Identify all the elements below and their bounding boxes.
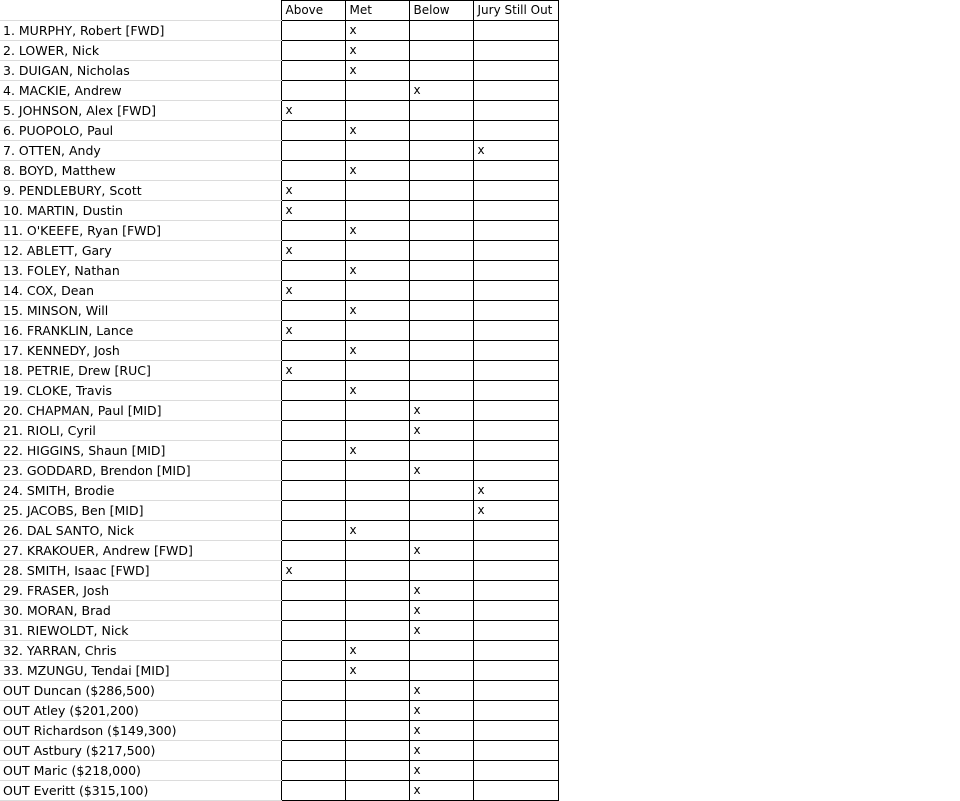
rating-cell-above[interactable] <box>281 161 345 181</box>
rating-cell-met[interactable] <box>345 101 409 121</box>
rating-cell-below[interactable] <box>409 41 473 61</box>
header-row <box>0 1 558 21</box>
rating-cell-met[interactable] <box>345 241 409 261</box>
rating-cell-jury-still-out[interactable] <box>473 101 558 121</box>
rating-cell-met[interactable]: x <box>345 41 409 61</box>
table-row <box>0 241 558 261</box>
player-name-cell[interactable]: 6. PUOPOLO, Paul <box>0 121 281 141</box>
rating-cell-jury-still-out[interactable] <box>473 561 558 581</box>
rating-cell-above[interactable] <box>281 441 345 461</box>
rating-cell-met[interactable]: x <box>345 261 409 281</box>
rating-cell-met[interactable] <box>345 541 409 561</box>
rating-cell-jury-still-out[interactable] <box>473 401 558 421</box>
table-row <box>0 781 558 801</box>
rating-cell-below[interactable]: x <box>409 401 473 421</box>
rating-cell-below[interactable] <box>409 181 473 201</box>
header-above[interactable]: Above <box>281 1 345 21</box>
rating-cell-above[interactable] <box>281 701 345 721</box>
rating-cell-jury-still-out[interactable] <box>473 241 558 261</box>
rating-cell-met[interactable] <box>345 361 409 381</box>
rating-cell-above[interactable] <box>281 741 345 761</box>
rating-cell-below[interactable]: x <box>409 681 473 701</box>
rating-cell-below[interactable] <box>409 481 473 501</box>
player-name-cell[interactable]: OUT Richardson ($149,300) <box>0 721 281 741</box>
rating-cell-below[interactable]: x <box>409 81 473 101</box>
player-name-cell[interactable]: OUT Duncan ($286,500) <box>0 681 281 701</box>
rating-cell-above[interactable] <box>281 461 345 481</box>
rating-cell-jury-still-out[interactable] <box>473 301 558 321</box>
rating-cell-jury-still-out[interactable] <box>473 621 558 641</box>
table-row <box>0 181 558 201</box>
table-row <box>0 361 558 381</box>
rating-cell-met[interactable]: x <box>345 21 409 41</box>
player-name-cell[interactable]: 2. LOWER, Nick <box>0 41 281 61</box>
table-row <box>0 561 558 581</box>
table-row <box>0 441 558 461</box>
rating-cell-met[interactable] <box>345 781 409 801</box>
rating-cell-below[interactable]: x <box>409 581 473 601</box>
table-row <box>0 81 558 101</box>
rating-cell-met[interactable] <box>345 461 409 481</box>
rating-cell-jury-still-out[interactable] <box>473 361 558 381</box>
rating-cell-above[interactable] <box>281 501 345 521</box>
rating-cell-met[interactable] <box>345 621 409 641</box>
rating-cell-jury-still-out[interactable] <box>473 201 558 221</box>
player-name-cell[interactable]: 14. COX, Dean <box>0 281 281 301</box>
rating-cell-below[interactable] <box>409 281 473 301</box>
rating-cell-jury-still-out[interactable] <box>473 721 558 741</box>
rating-cell-met[interactable]: x <box>345 441 409 461</box>
rating-cell-above[interactable] <box>281 341 345 361</box>
rating-cell-jury-still-out[interactable] <box>473 661 558 681</box>
table-row <box>0 661 558 681</box>
rating-cell-above[interactable] <box>281 421 345 441</box>
player-name-cell[interactable]: 17. KENNEDY, Josh <box>0 341 281 361</box>
player-name-cell[interactable]: OUT Everitt ($315,100) <box>0 781 281 801</box>
player-name-cell[interactable]: 32. YARRAN, Chris <box>0 641 281 661</box>
rating-cell-jury-still-out[interactable] <box>473 261 558 281</box>
rating-cell-jury-still-out[interactable] <box>473 41 558 61</box>
rating-cell-above[interactable]: x <box>281 101 345 121</box>
rating-cell-met[interactable]: x <box>345 61 409 81</box>
header-met[interactable]: Met <box>345 1 409 21</box>
rating-cell-jury-still-out[interactable] <box>473 81 558 101</box>
header-below[interactable]: Below <box>409 1 473 21</box>
rating-cell-below[interactable] <box>409 501 473 521</box>
table-row <box>0 321 558 341</box>
rating-cell-above[interactable] <box>281 481 345 501</box>
player-name-cell[interactable]: 12. ABLETT, Gary <box>0 241 281 261</box>
rating-cell-below[interactable]: x <box>409 461 473 481</box>
player-name-cell[interactable]: 3. DUIGAN, Nicholas <box>0 61 281 81</box>
rating-cell-jury-still-out[interactable] <box>473 341 558 361</box>
player-name-cell[interactable]: 19. CLOKE, Travis <box>0 381 281 401</box>
player-name-cell[interactable]: OUT Maric ($218,000) <box>0 761 281 781</box>
player-name-cell[interactable]: OUT Atley ($201,200) <box>0 701 281 721</box>
player-name-cell[interactable]: 25. JACOBS, Ben [MID] <box>0 501 281 521</box>
rating-cell-jury-still-out[interactable] <box>473 161 558 181</box>
player-name-cell[interactable]: 10. MARTIN, Dustin <box>0 201 281 221</box>
rating-cell-above[interactable] <box>281 661 345 681</box>
rating-cell-met[interactable] <box>345 701 409 721</box>
player-name-cell[interactable]: 22. HIGGINS, Shaun [MID] <box>0 441 281 461</box>
rating-cell-jury-still-out[interactable] <box>473 581 558 601</box>
rating-cell-jury-still-out[interactable] <box>473 641 558 661</box>
rating-cell-met[interactable]: x <box>345 221 409 241</box>
rating-cell-below[interactable] <box>409 321 473 341</box>
rating-cell-below[interactable] <box>409 161 473 181</box>
player-name-cell[interactable]: 1. MURPHY, Robert [FWD] <box>0 21 281 41</box>
table-row <box>0 221 558 241</box>
table-row <box>0 101 558 121</box>
table-row <box>0 681 558 701</box>
rating-cell-met[interactable]: x <box>345 381 409 401</box>
rating-cell-above[interactable] <box>281 541 345 561</box>
rating-cell-met[interactable] <box>345 681 409 701</box>
rating-cell-above[interactable] <box>281 721 345 741</box>
rating-cell-below[interactable] <box>409 61 473 81</box>
rating-cell-below[interactable]: x <box>409 741 473 761</box>
rating-cell-above[interactable] <box>281 601 345 621</box>
player-name-cell[interactable]: 8. BOYD, Matthew <box>0 161 281 181</box>
rating-cell-above[interactable]: x <box>281 181 345 201</box>
table-row <box>0 121 558 141</box>
rating-cell-jury-still-out[interactable] <box>473 461 558 481</box>
rating-cell-above[interactable]: x <box>281 201 345 221</box>
rating-cell-above[interactable] <box>281 61 345 81</box>
rating-cell-below[interactable] <box>409 641 473 661</box>
rating-cell-above[interactable] <box>281 301 345 321</box>
rating-cell-above[interactable] <box>281 381 345 401</box>
rating-cell-jury-still-out[interactable] <box>473 701 558 721</box>
rating-cell-jury-still-out[interactable] <box>473 121 558 141</box>
rating-cell-above[interactable] <box>281 781 345 801</box>
rating-cell-below[interactable]: x <box>409 421 473 441</box>
rating-cell-met[interactable]: x <box>345 121 409 141</box>
player-name-cell[interactable]: 13. FOLEY, Nathan <box>0 261 281 281</box>
rating-cell-above[interactable] <box>281 681 345 701</box>
player-name-cell[interactable]: 24. SMITH, Brodie <box>0 481 281 501</box>
rating-cell-jury-still-out[interactable] <box>473 741 558 761</box>
rating-cell-below[interactable] <box>409 561 473 581</box>
rating-cell-above[interactable]: x <box>281 241 345 261</box>
rating-cell-below[interactable]: x <box>409 601 473 621</box>
rating-cell-jury-still-out[interactable] <box>473 761 558 781</box>
rating-cell-met[interactable] <box>345 401 409 421</box>
header-jury-still-out[interactable]: Jury Still Out <box>473 1 558 21</box>
rating-cell-above[interactable] <box>281 81 345 101</box>
player-name-cell[interactable]: 23. GODDARD, Brendon [MID] <box>0 461 281 481</box>
rating-cell-jury-still-out[interactable]: x <box>473 481 558 501</box>
rating-cell-above[interactable] <box>281 141 345 161</box>
rating-cell-below[interactable] <box>409 141 473 161</box>
player-name-cell[interactable]: 28. SMITH, Isaac [FWD] <box>0 561 281 581</box>
rating-cell-above[interactable] <box>281 121 345 141</box>
rating-cell-below[interactable]: x <box>409 621 473 641</box>
table-row <box>0 701 558 721</box>
player-name-cell[interactable]: 20. CHAPMAN, Paul [MID] <box>0 401 281 421</box>
rating-cell-met[interactable]: x <box>345 641 409 661</box>
rating-cell-below[interactable]: x <box>409 721 473 741</box>
rating-cell-below[interactable] <box>409 661 473 681</box>
rating-cell-jury-still-out[interactable]: x <box>473 141 558 161</box>
rating-cell-jury-still-out[interactable] <box>473 781 558 801</box>
rating-cell-met[interactable]: x <box>345 301 409 321</box>
rating-cell-below[interactable] <box>409 121 473 141</box>
table-row <box>0 201 558 221</box>
rating-cell-above[interactable]: x <box>281 281 345 301</box>
table-row <box>0 541 558 561</box>
rating-cell-below[interactable] <box>409 441 473 461</box>
rating-cell-below[interactable] <box>409 241 473 261</box>
table-row <box>0 341 558 361</box>
table-row <box>0 761 558 781</box>
rating-cell-below[interactable] <box>409 521 473 541</box>
rating-cell-above[interactable]: x <box>281 321 345 341</box>
rating-cell-met[interactable] <box>345 601 409 621</box>
rating-cell-met[interactable]: x <box>345 521 409 541</box>
rating-cell-jury-still-out[interactable] <box>473 281 558 301</box>
player-name-cell[interactable]: 16. FRANKLIN, Lance <box>0 321 281 341</box>
player-name-cell[interactable]: 18. PETRIE, Drew [RUC] <box>0 361 281 381</box>
player-name-cell[interactable]: 11. O'KEEFE, Ryan [FWD] <box>0 221 281 241</box>
rating-cell-met[interactable]: x <box>345 341 409 361</box>
table-row <box>0 161 558 181</box>
rating-cell-met[interactable] <box>345 481 409 501</box>
rating-cell-above[interactable] <box>281 41 345 61</box>
table-row <box>0 641 558 661</box>
rating-cell-above[interactable] <box>281 621 345 641</box>
header-name-cell[interactable] <box>0 1 281 21</box>
rating-cell-jury-still-out[interactable] <box>473 441 558 461</box>
rating-cell-above[interactable] <box>281 401 345 421</box>
table-row <box>0 621 558 641</box>
player-name-cell[interactable]: 27. KRAKOUER, Andrew [FWD] <box>0 541 281 561</box>
rating-cell-below[interactable] <box>409 201 473 221</box>
rating-cell-above[interactable] <box>281 21 345 41</box>
rating-cell-below[interactable] <box>409 261 473 281</box>
rating-cell-below[interactable] <box>409 381 473 401</box>
rating-cell-met[interactable] <box>345 321 409 341</box>
rating-cell-met[interactable] <box>345 501 409 521</box>
rating-cell-above[interactable] <box>281 221 345 241</box>
table-row <box>0 61 558 81</box>
table-row <box>0 521 558 541</box>
rating-cell-below[interactable]: x <box>409 541 473 561</box>
table-row <box>0 581 558 601</box>
table-row <box>0 141 558 161</box>
rating-cell-met[interactable]: x <box>345 161 409 181</box>
rating-cell-above[interactable]: x <box>281 361 345 381</box>
rating-cell-jury-still-out[interactable] <box>473 181 558 201</box>
rating-cell-above[interactable]: x <box>281 561 345 581</box>
rating-cell-met[interactable] <box>345 201 409 221</box>
table-row <box>0 381 558 401</box>
rating-cell-jury-still-out[interactable] <box>473 681 558 701</box>
player-name-cell[interactable]: 33. MZUNGU, Tendai [MID] <box>0 661 281 681</box>
rating-cell-met[interactable] <box>345 141 409 161</box>
rating-cell-below[interactable] <box>409 221 473 241</box>
rating-cell-met[interactable] <box>345 561 409 581</box>
rating-cell-met[interactable] <box>345 721 409 741</box>
rating-cell-jury-still-out[interactable] <box>473 421 558 441</box>
player-name-cell[interactable]: 29. FRASER, Josh <box>0 581 281 601</box>
rating-cell-met[interactable] <box>345 421 409 441</box>
table-row <box>0 501 558 521</box>
rating-cell-below[interactable] <box>409 341 473 361</box>
rating-cell-below[interactable] <box>409 21 473 41</box>
player-name-cell[interactable]: 5. JOHNSON, Alex [FWD] <box>0 101 281 121</box>
rating-cell-met[interactable] <box>345 761 409 781</box>
rating-cell-above[interactable] <box>281 581 345 601</box>
table-row <box>0 721 558 741</box>
rating-cell-below[interactable]: x <box>409 761 473 781</box>
rating-cell-jury-still-out[interactable] <box>473 541 558 561</box>
rating-cell-met[interactable] <box>345 181 409 201</box>
rating-cell-above[interactable] <box>281 641 345 661</box>
rating-cell-jury-still-out[interactable] <box>473 601 558 621</box>
table-row <box>0 41 558 61</box>
rating-cell-jury-still-out[interactable] <box>473 21 558 41</box>
rating-cell-jury-still-out[interactable] <box>473 321 558 341</box>
table-row <box>0 741 558 761</box>
player-name-cell[interactable]: OUT Astbury ($217,500) <box>0 741 281 761</box>
rating-cell-below[interactable]: x <box>409 701 473 721</box>
player-name-cell[interactable]: 4. MACKIE, Andrew <box>0 81 281 101</box>
player-name-cell[interactable]: 9. PENDLEBURY, Scott <box>0 181 281 201</box>
player-name-cell[interactable]: 15. MINSON, Will <box>0 301 281 321</box>
rating-cell-met[interactable] <box>345 281 409 301</box>
rating-cell-jury-still-out[interactable] <box>473 521 558 541</box>
player-name-cell[interactable]: 31. RIEWOLDT, Nick <box>0 621 281 641</box>
player-name-cell[interactable]: 30. MORAN, Brad <box>0 601 281 621</box>
rating-cell-jury-still-out[interactable] <box>473 381 558 401</box>
rating-cell-jury-still-out[interactable] <box>473 221 558 241</box>
player-name-cell[interactable]: 21. RIOLI, Cyril <box>0 421 281 441</box>
table-row <box>0 261 558 281</box>
table-row <box>0 461 558 481</box>
rating-cell-met[interactable] <box>345 581 409 601</box>
player-name-cell[interactable]: 7. OTTEN, Andy <box>0 141 281 161</box>
rating-cell-below[interactable] <box>409 361 473 381</box>
rating-cell-jury-still-out[interactable] <box>473 61 558 81</box>
table-row <box>0 601 558 621</box>
table-row <box>0 281 558 301</box>
player-name-cell[interactable]: 26. DAL SANTO, Nick <box>0 521 281 541</box>
rating-cell-below[interactable] <box>409 101 473 121</box>
rating-cell-met[interactable] <box>345 81 409 101</box>
table-row <box>0 421 558 441</box>
rating-cell-met[interactable]: x <box>345 661 409 681</box>
table-row <box>0 21 558 41</box>
rating-cell-below[interactable] <box>409 301 473 321</box>
rating-cell-above[interactable] <box>281 521 345 541</box>
rating-cell-above[interactable] <box>281 761 345 781</box>
rating-cell-met[interactable] <box>345 741 409 761</box>
table-row <box>0 401 558 421</box>
rating-cell-jury-still-out[interactable]: x <box>473 501 558 521</box>
table-row <box>0 301 558 321</box>
table-row <box>0 481 558 501</box>
rating-cell-above[interactable] <box>281 261 345 281</box>
rating-cell-below[interactable]: x <box>409 781 473 801</box>
